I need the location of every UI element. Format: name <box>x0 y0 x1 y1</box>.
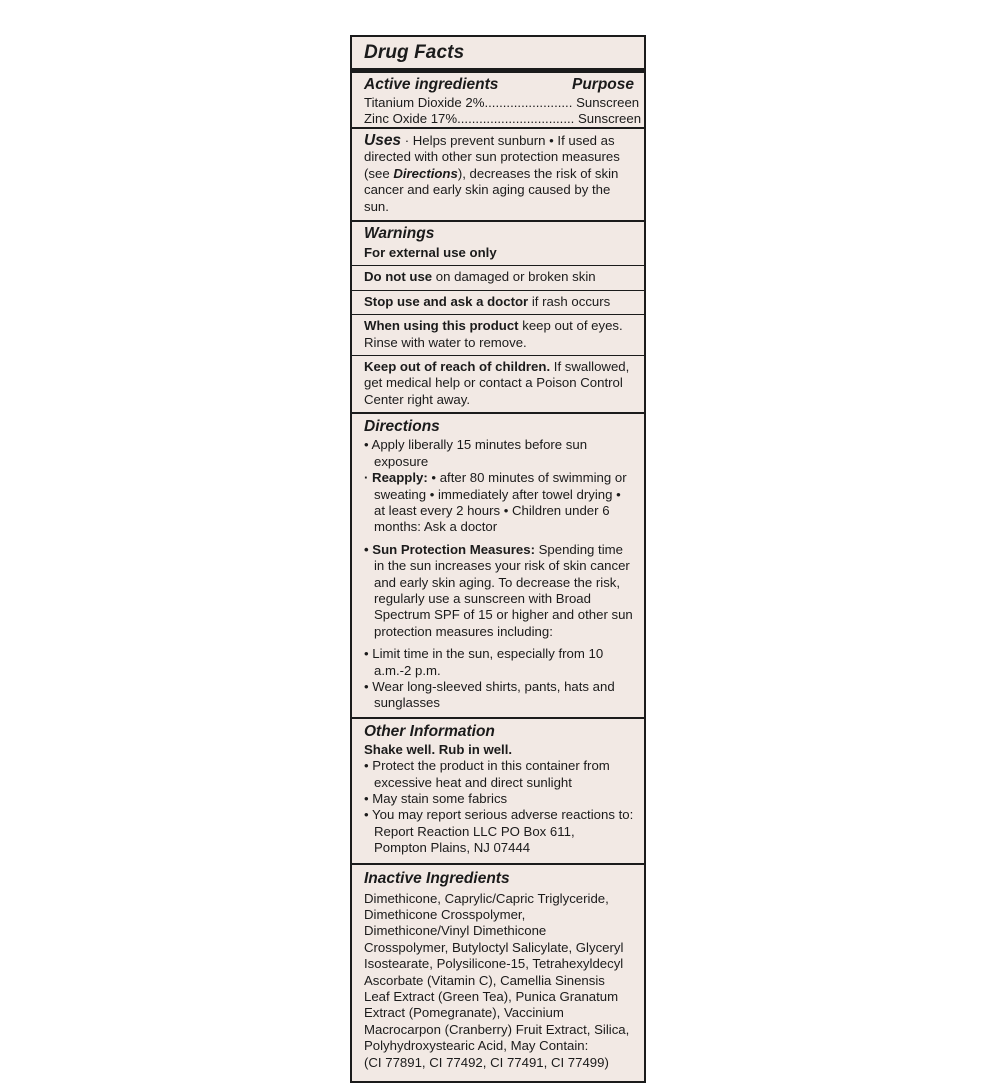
warning-item <box>352 315 644 355</box>
directions-reapply-label: · Reapply: <box>364 470 428 486</box>
ingredient-purpose: Sunscreen <box>578 111 642 126</box>
ingredient-name: Zinc Oxide 17% <box>364 111 458 126</box>
other-info-bullet: • May stain some fabrics <box>364 791 508 806</box>
active-ingredients-label: Active ingredients <box>364 76 499 93</box>
warnings-heading-block <box>352 222 644 265</box>
active-ingredient-row <box>352 95 644 111</box>
directions-heading: Directions <box>364 418 440 436</box>
warning-item-rest: on damaged or broken skin <box>432 269 596 285</box>
warning-item <box>352 356 644 412</box>
warning-item-bold: When using this product <box>364 318 519 334</box>
warning-item-bold: Do not use <box>364 269 433 285</box>
uses-label: Uses <box>364 132 402 149</box>
uses-section <box>352 129 644 220</box>
directions-sun-protection <box>364 542 634 640</box>
warning-item-bold: Stop use and ask a doctor <box>364 293 529 309</box>
other-info-bullet: • You may report serious adverse reactions to: <box>364 807 634 823</box>
other-info-bullet: • Protect the product in this container from excessive heat and direct sunlight <box>364 758 610 790</box>
purpose-label: Purpose <box>571 76 634 93</box>
active-ingredient-row <box>352 111 644 127</box>
directions-reapply-rest: • after 80 minutes of swimming or sweating • immediately after towel drying • at least every 2 hours • Children under 6 months: Ask a doctor <box>374 470 627 535</box>
warnings-external-use: For external use only <box>364 245 497 261</box>
directions-bullet: • Wear long-sleeved shirts, pants, hats and sunglasses <box>364 678 615 711</box>
page-title: Drug Facts <box>364 42 465 63</box>
warning-item-rest: If swallowed, get medical help or contact a Poison Control Center right away. <box>364 359 630 407</box>
ingredient-name: Titanium Dioxide 2% <box>364 95 485 110</box>
uses-text-2: ), decreases the risk of skin cancer and early skin aging caused by the sun. <box>364 165 619 214</box>
uses-text-1: · Helps prevent sunburn • If used as directed with other sun protection measures (see <box>364 133 620 181</box>
directions-reapply <box>364 470 634 536</box>
directions-spm-rest: Spending time in the sun increases your risk of skin cancer and early skin aging. To decrease the risk, regularly use a sunscreen with Broad Spectrum SPF of 15 or higher and other sun protection measures including: <box>374 541 633 639</box>
uses-directions-ref: Directions <box>393 165 458 181</box>
warning-item-rest: keep out of eyes. Rinse with water to remove. <box>364 318 623 350</box>
inactive-ingredients-text: Dimethicone, Caprylic/Capric Triglyceride, Dimethicone Crosspolymer, Dimethicone/Vinyl Dimethicone Crosspolymer, Butyloctyl Salicylate, Glyceryl Isostearate, Polysilicone-15, Tetrahexyldecyl Ascorbate (Vitamin C), Camellia Sinensis Leaf Extract (Green Tea), Punica Granatum Extract (Pomegranate), Vaccinium Macrocarpon (Cranberry) Fruit Extract, Silica, Polyhydroxystearic Acid, May Contain: <box>364 890 630 1054</box>
drug-facts-panel <box>350 35 646 1083</box>
ingredient-purpose: Sunscreen <box>576 95 640 110</box>
warning-item <box>352 291 644 314</box>
inactive-ingredients-body <box>352 891 644 1081</box>
ingredient-dots: ........................ <box>484 95 573 110</box>
warning-item-rest: if rash occurs <box>528 293 611 309</box>
other-info-address-line: Report Reaction LLC PO Box 611, <box>374 823 575 839</box>
directions-bullet: • Limit time in the sun, especially from 10 a.m.-2 p.m. <box>364 646 604 678</box>
warning-item <box>352 266 644 289</box>
directions-body <box>352 437 644 717</box>
inactive-ingredients-heading: Inactive Ingredients <box>364 869 510 887</box>
active-ingredients-header <box>352 73 644 95</box>
other-information-heading: Other Information <box>364 722 495 740</box>
other-info-shake: Shake well. Rub in well. <box>364 741 513 757</box>
directions-spm-label: • Sun Protection Measures: <box>364 541 535 557</box>
ingredient-dots: ................................ <box>457 111 575 126</box>
other-info-address-line: Pompton Plains, NJ 07444 <box>374 840 531 856</box>
directions-apply: • Apply liberally 15 minutes before sun exposure <box>364 437 588 469</box>
inactive-ingredients-colorants: (CI 77891, CI 77492, CI 77491, CI 77499) <box>364 1054 609 1070</box>
other-information-body <box>352 742 644 863</box>
warnings-heading: Warnings <box>364 225 435 243</box>
warning-item-bold: Keep out of reach of children. <box>364 359 551 375</box>
